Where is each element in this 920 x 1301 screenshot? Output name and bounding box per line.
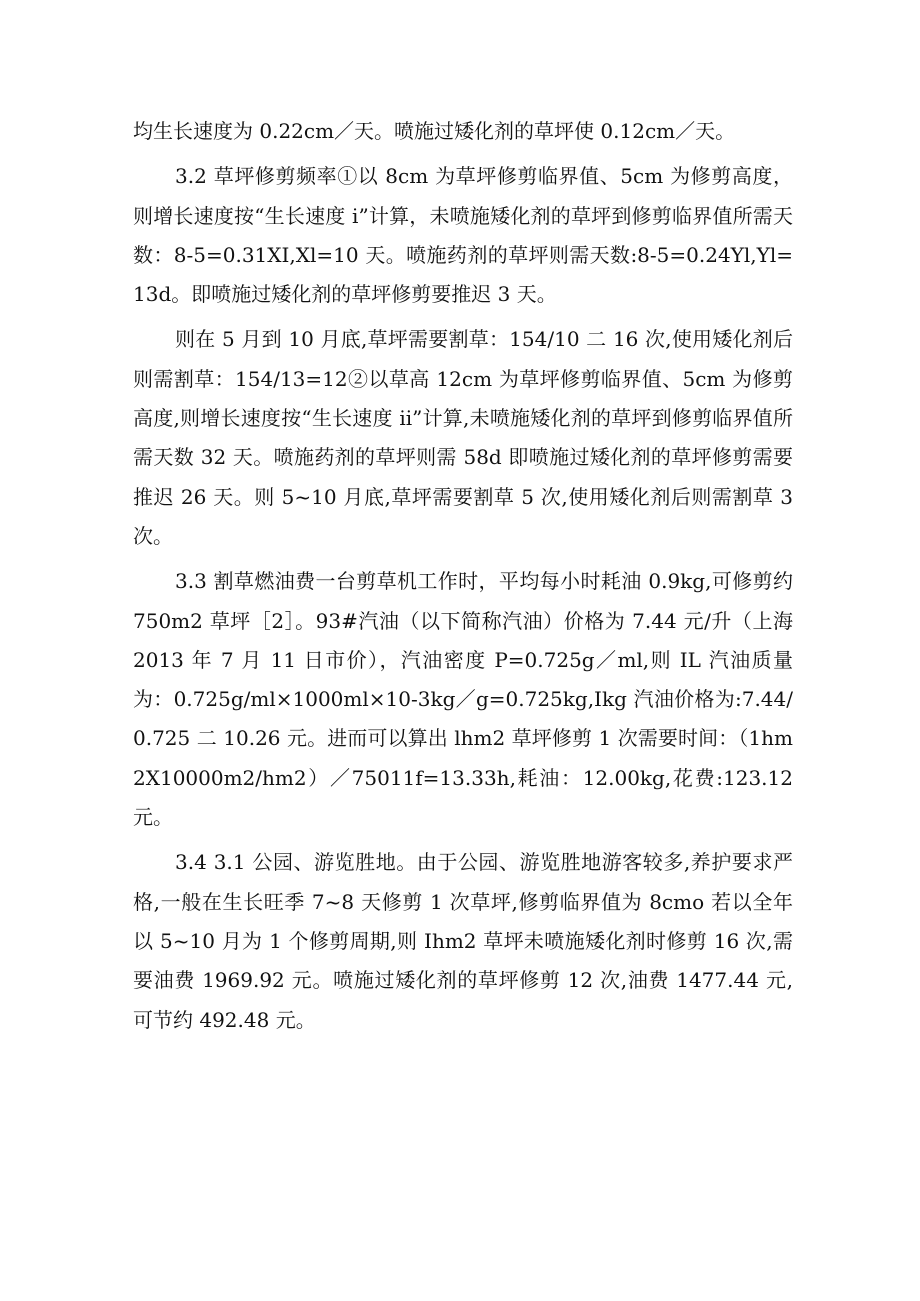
paragraph-parks: 3.4 3.1 公园、游览胜地。由于公园、游览胜地游客较多,养护要求严格,一般在生长旺季 7~8 天修剪 1 次草坪,修剪临界值为 8cmo 若以全年以 5~10 月为 1 个修剪周期,则 Ihm2 草坪未喷施矮化剂时修剪 16 次,需要油费 1969.92 元。喷施过矮化剂的草坪修剪 12 次,油费 1477.44 元,可节约 492.48 元。	[133, 850, 793, 1032]
paragraph-mowing-frequency: 3.2 草坪修剪频率①以 8cm 为草坪修剪临界值、5cm 为修剪高度，则增长速度按“生长速度 i”计算，未喷施矮化剂的草坪到修剪临界值所需天数：8-5=0.31XI,Xl=10 天。喷施药剂的草坪则需天数:8-5=0.24Yl,Yl=13d。即喷施过矮化剂的草坪修剪要推迟 3 天。	[133, 164, 793, 307]
paragraph-mowing-count: 则在 5 月到 10 月底,草坪需要割草：154/10 二 16 次,使用矮化剂后则需割草：154/13=12②以草高 12cm 为草坪修剪临界值、5cm 为修剪高度,则增长速度按“生长速度 ii”计算,未喷施矮化剂的草坪到修剪临界值所需天数 32 天。喷施药剂的草坪则需 58d 即喷施过矮化剂的草坪修剪需要推迟 26 天。则 5~10 月底,草坪需要割草 5 次,使用矮化剂后则需割草 3 次。	[133, 327, 793, 548]
paragraph-fuel-cost: 3.3 割草燃油费一台剪草机工作时，平均每小时耗油 0.9kg,可修剪约 750m2 草坪［2］。93#汽油（以下简称汽油）价格为 7.44 元/升（上海 2013 年 7 月 11 日市价），汽油密度 P=0.725g／ml,则 IL 汽油质量为：0.725g/ml×1000ml×10-3kg／g=0.725kg,Ikg 汽油价格为:7.44/0.725 二 10.26 元。进而可以算出 lhm2 草坪修剪 1 次需要时间：（1hm2X10000m2/hm2）／75011f=13.33h,耗油：12.00kg,花费:123.12 元。	[133, 569, 793, 830]
paragraph-growth-rate: 均生长速度为 0.22cm／天。喷施过矮化剂的草坪使 0.12cm／天。	[133, 119, 736, 143]
document-body	[133, 112, 793, 1046]
